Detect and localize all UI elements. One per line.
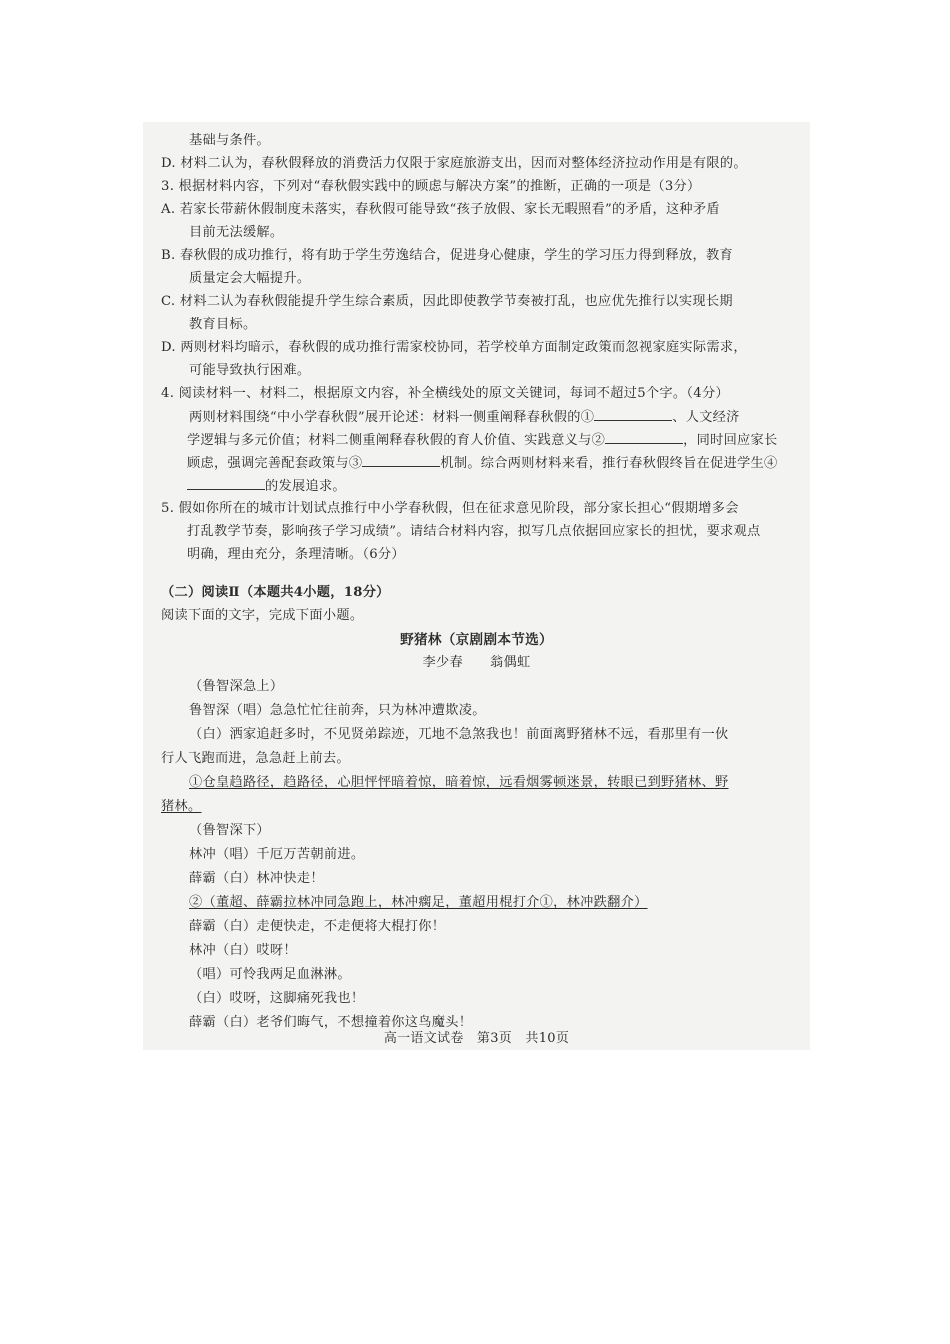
- fill-line-1: 两则材料围绕“中小学春秋假”展开论述：材料一侧重阐释春秋假的① 、人文经济: [189, 410, 740, 425]
- text-line: 明确，理由充分，条理清晰。（6分）: [187, 547, 405, 562]
- blank-3[interactable]: [362, 454, 440, 467]
- fill-line-4: 的发展追求。: [187, 477, 346, 496]
- play-line: （白）洒家追赶多时，不见贤弟踪迹，兀地不急煞我也！前面离野猪林不远，看那里有一伙: [189, 727, 729, 742]
- play-line: 鲁智深（唱）急急忙忙往前奔，只为林冲遭欺凌。: [189, 703, 486, 718]
- instruction: 阅读下面的文字，完成下面小题。: [161, 608, 364, 623]
- question-5: 5. 假如你所在的城市计划试点推行中小学春秋假，但在征求意见阶段，部分家长担心“假期增多会: [161, 501, 739, 516]
- scanned-page: [143, 122, 810, 1050]
- text-line: 目前无法缓解。: [189, 225, 284, 240]
- option-c: C. 材料二认为春秋假能提升学生综合素质，因此即使教学节奏被打乱，也应优先推行以实现长期: [161, 294, 733, 309]
- play-line: （唱）可怜我两足血淋淋。: [189, 967, 351, 982]
- blank-4[interactable]: [187, 477, 265, 490]
- play-line: 薛霸（白）林冲快走！: [189, 871, 324, 886]
- blank-1[interactable]: [594, 408, 672, 421]
- text-line: 质量定会大幅提升。: [189, 271, 311, 286]
- stage-direction: （鲁智深急上）: [189, 679, 284, 694]
- text-line: 可能导致执行困难。: [189, 363, 311, 378]
- text-line: 教育目标。: [189, 317, 257, 332]
- stage-direction: （鲁智深下）: [189, 823, 270, 838]
- option-a: A. 若家长带薪休假制度未落实，春秋假可能导致“孩子放假、家长无暇照看”的矛盾，这种矛盾: [161, 202, 720, 217]
- play-line: 薛霸（白）走便快走，不走便将大棍打你！: [189, 919, 446, 934]
- play-line: 薛霸（白）老爷们晦气，不想撞着你这鸟魔头！: [189, 1015, 473, 1030]
- text-line: 打乱教学节奏，影响孩子学习成绩”。请结合材料内容，拟写几点依据回应家长的担忧，要求观点: [187, 524, 761, 539]
- play-line: （白）哎呀，这脚痛死我也！: [189, 991, 365, 1006]
- option-b: B. 春秋假的成功推行，将有助于学生劳逸结合，促进身心健康，学生的学习压力得到释放，教育: [161, 248, 733, 263]
- question-3: 3. 根据材料内容，下列对“春秋假实践中的顾虑与解决方案”的推断，正确的一项是（3分）: [161, 179, 701, 194]
- underlined-line-1-end: 猪林。: [161, 799, 202, 814]
- option-d: D. 两则材料均暗示，春秋假的成功推行需家校协同，若学校单方面制定政策而忽视家庭实际需求，: [161, 340, 747, 355]
- underlined-line-2: ②（董超、薛霸拉林冲同急跑上，林冲瘸足，董超用棍打介①，林冲跌翻介）: [189, 895, 648, 910]
- play-title: 野猪林（京剧剧本节选）: [400, 632, 553, 648]
- play-authors: 李少春 翁偶虹: [422, 655, 531, 670]
- question-4: 4. 阅读材料一、材料二，根据原文内容，补全横线处的原文关键词，每词不超过5个字。（4分）: [161, 386, 729, 401]
- page-footer: 高一语文试卷 第3页 共10页: [383, 1031, 570, 1046]
- play-line: 行人飞跑而进，急急赶上前去。: [161, 751, 350, 766]
- play-line: 林冲（唱）千厄万苦朝前进。: [189, 847, 365, 862]
- fill-line-2: 学逻辑与多元价值；材料二侧重阐释春秋假的育人价值、实践意义与② ，同时回应家长: [187, 433, 778, 448]
- section-heading: （二）阅读Ⅱ（本题共4小题，18分）: [161, 585, 390, 600]
- text-line: 基础与条件。: [189, 133, 270, 148]
- underlined-line-1: ①仓皇趋路径，趋路径，心胆怦怦暗着惊，暗着惊，远看烟雾顿迷景，转眼已到野猪林、野: [189, 775, 729, 790]
- blank-2[interactable]: [605, 431, 683, 444]
- play-line: 林冲（白）哎呀！: [189, 943, 297, 958]
- fill-line-3: 顾虑，强调完善配套政策与③ 机制。综合两则材料来看，推行春秋假终旨在促进学生④: [187, 456, 778, 471]
- option-d: D. 材料二认为，春秋假释放的消费活力仅限于家庭旅游支出，因而对整体经济拉动作用是有限的。: [161, 156, 747, 171]
